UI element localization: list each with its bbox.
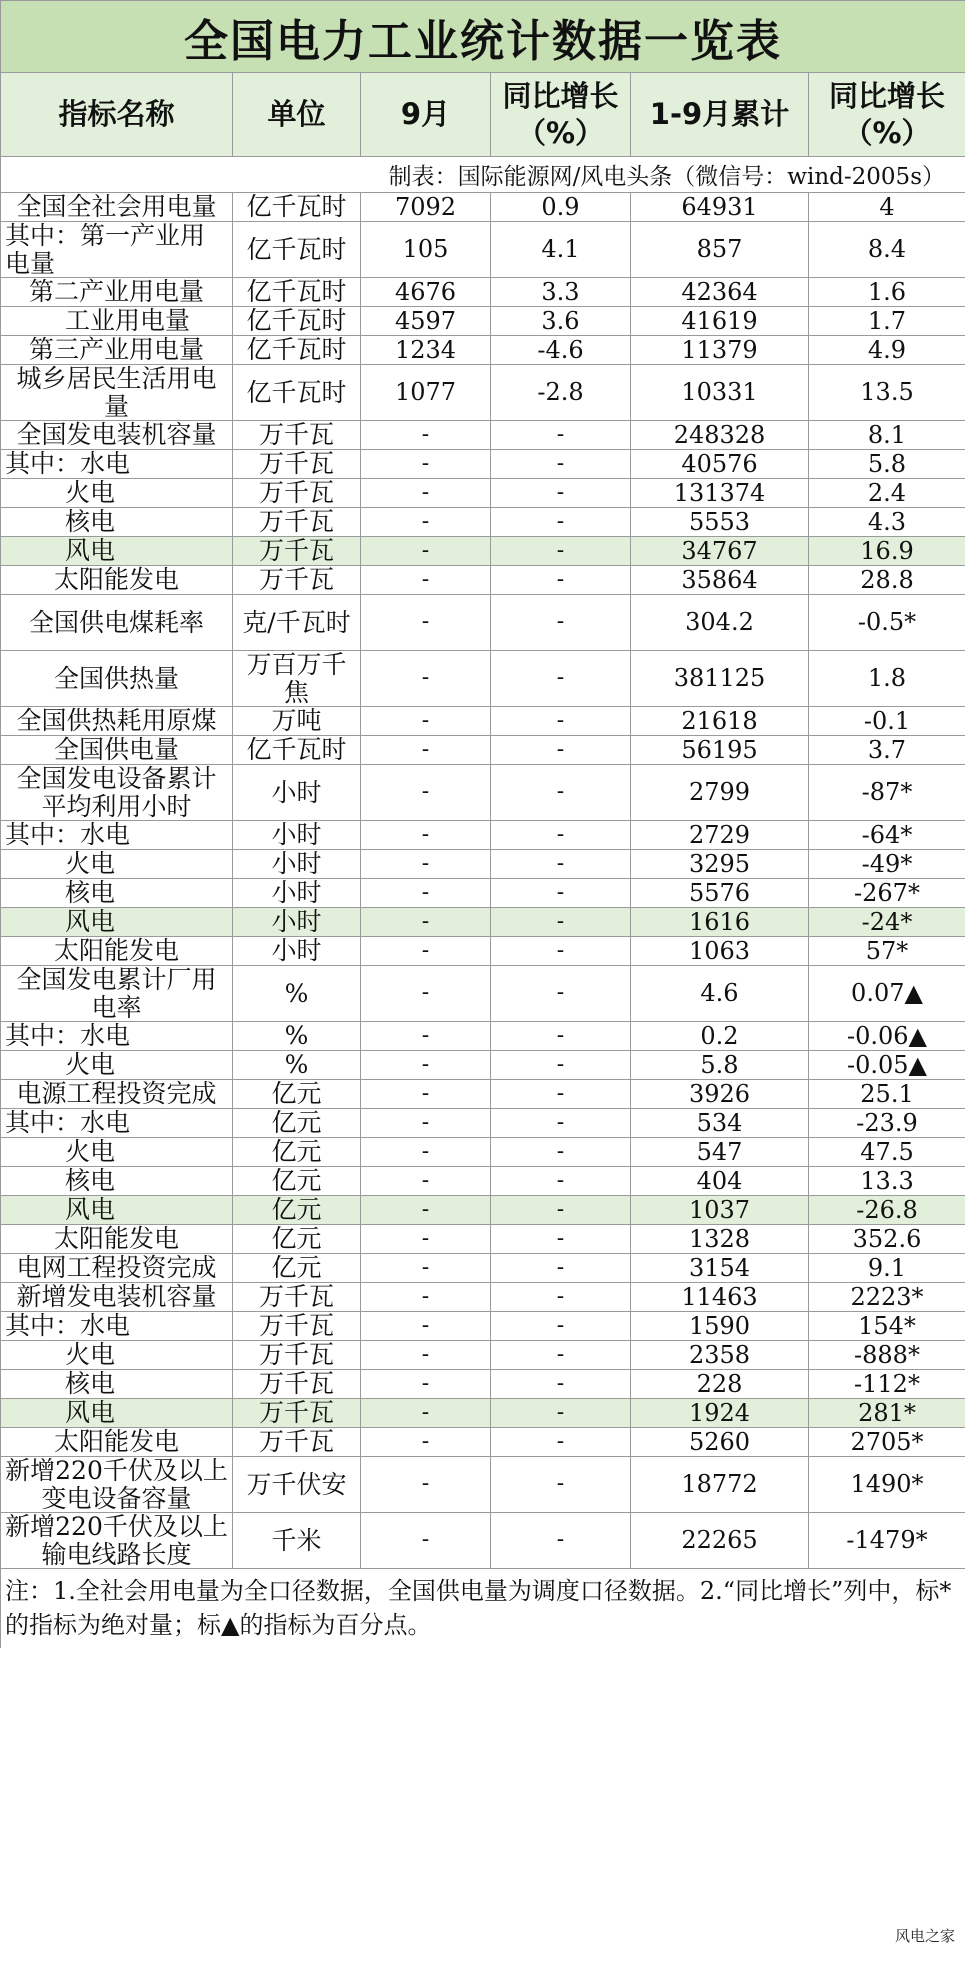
cell-unit: 亿千瓦时 — [233, 193, 361, 222]
cell-unit: 万千瓦 — [233, 566, 361, 595]
cell-yoy-ytd: 1490* — [809, 1457, 965, 1513]
cell-name: 新增220千伏及以上变电设备容量 — [1, 1457, 233, 1513]
cell-ytd: 0.2 — [631, 1022, 809, 1051]
cell-month: 4676 — [361, 278, 491, 307]
cell-yoy-month: - — [491, 421, 631, 450]
cell-yoy-month: - — [491, 566, 631, 595]
cell-yoy-ytd: 2223* — [809, 1283, 965, 1312]
cell-yoy-month: - — [491, 1109, 631, 1138]
cell-unit: 亿千瓦时 — [233, 278, 361, 307]
table-row — [1, 937, 965, 966]
table-row — [1, 850, 965, 879]
cell-ytd: 5260 — [631, 1428, 809, 1457]
table-row — [1, 479, 965, 508]
cell-yoy-month: -2.8 — [491, 365, 631, 421]
cell-unit: 万千瓦 — [233, 1341, 361, 1370]
table-row — [1, 1312, 965, 1341]
cell-month: - — [361, 765, 491, 821]
cell-yoy-ytd: -0.05▲ — [809, 1051, 965, 1080]
table-credit: 制表：国际能源网/风电头条（微信号：wind-2005s） — [1, 157, 965, 193]
cell-name: 全国供电煤耗率 — [1, 595, 233, 651]
cell-unit: 万千瓦 — [233, 537, 361, 566]
cell-unit: 亿千瓦时 — [233, 736, 361, 765]
cell-month: - — [361, 450, 491, 479]
cell-yoy-ytd: 2.4 — [809, 479, 965, 508]
cell-unit: 亿元 — [233, 1080, 361, 1109]
cell-ytd: 40576 — [631, 450, 809, 479]
cell-unit: 亿千瓦时 — [233, 222, 361, 278]
cell-ytd: 2729 — [631, 821, 809, 850]
cell-yoy-month: - — [491, 966, 631, 1022]
cell-name: 其中：第一产业用电量 — [1, 222, 233, 278]
cell-month: - — [361, 879, 491, 908]
table-row — [1, 908, 965, 937]
cell-unit: 亿千瓦时 — [233, 307, 361, 336]
cell-month: - — [361, 1254, 491, 1283]
table-row — [1, 595, 965, 651]
cell-name: 太阳能发电 — [1, 1225, 233, 1254]
table-row — [1, 365, 965, 421]
cell-month: 105 — [361, 222, 491, 278]
table-row — [1, 651, 965, 707]
cell-name: 其中：水电 — [1, 821, 233, 850]
table-row — [1, 1051, 965, 1080]
cell-yoy-month: - — [491, 537, 631, 566]
cell-month: - — [361, 1196, 491, 1225]
cell-yoy-ytd: 281* — [809, 1399, 965, 1428]
table-row — [1, 879, 965, 908]
cell-ytd: 2799 — [631, 765, 809, 821]
cell-unit: 亿元 — [233, 1225, 361, 1254]
cell-unit: 万百万千焦 — [233, 651, 361, 707]
cell-name: 全国全社会用电量 — [1, 193, 233, 222]
cell-yoy-ytd: -0.5* — [809, 595, 965, 651]
cell-yoy-ytd: 154* — [809, 1312, 965, 1341]
table-row — [1, 508, 965, 537]
table-row — [1, 1428, 965, 1457]
cell-yoy-month: - — [491, 937, 631, 966]
cell-yoy-month: - — [491, 1138, 631, 1167]
cell-yoy-ytd: -112* — [809, 1370, 965, 1399]
cell-month: 7092 — [361, 193, 491, 222]
cell-ytd: 5576 — [631, 879, 809, 908]
cell-ytd: 1590 — [631, 1312, 809, 1341]
cell-unit: 万千瓦 — [233, 450, 361, 479]
cell-name: 火电 — [1, 479, 233, 508]
cell-unit: 小时 — [233, 879, 361, 908]
cell-yoy-month: - — [491, 595, 631, 651]
table-row — [1, 1283, 965, 1312]
cell-yoy-month: - — [491, 1370, 631, 1399]
cell-ytd: 228 — [631, 1370, 809, 1399]
cell-name: 其中：水电 — [1, 450, 233, 479]
cell-month: - — [361, 1370, 491, 1399]
cell-month: - — [361, 1051, 491, 1080]
cell-yoy-ytd: 3.7 — [809, 736, 965, 765]
cell-ytd: 131374 — [631, 479, 809, 508]
cell-name: 新增发电装机容量 — [1, 1283, 233, 1312]
cell-month: - — [361, 821, 491, 850]
table-row — [1, 1399, 965, 1428]
cell-unit: 小时 — [233, 821, 361, 850]
cell-unit: 小时 — [233, 765, 361, 821]
cell-name: 风电 — [1, 1196, 233, 1225]
cell-name: 核电 — [1, 1370, 233, 1399]
cell-yoy-month: 4.1 — [491, 222, 631, 278]
cell-unit: 千米 — [233, 1513, 361, 1569]
table-row — [1, 193, 965, 222]
cell-yoy-month: - — [491, 879, 631, 908]
cell-month: 1077 — [361, 365, 491, 421]
cell-yoy-ytd: -0.06▲ — [809, 1022, 965, 1051]
cell-name: 全国供热量 — [1, 651, 233, 707]
cell-ytd: 42364 — [631, 278, 809, 307]
table-row — [1, 1109, 965, 1138]
cell-yoy-month: - — [491, 765, 631, 821]
table-row — [1, 1370, 965, 1399]
cell-yoy-month: - — [491, 1022, 631, 1051]
cell-unit: 万千瓦 — [233, 421, 361, 450]
cell-yoy-ytd: 8.1 — [809, 421, 965, 450]
cell-ytd: 3926 — [631, 1080, 809, 1109]
cell-ytd: 1037 — [631, 1196, 809, 1225]
cell-yoy-ytd: 2705* — [809, 1428, 965, 1457]
cell-yoy-month: - — [491, 908, 631, 937]
table-row — [1, 421, 965, 450]
table-row — [1, 765, 965, 821]
cell-name: 其中：水电 — [1, 1109, 233, 1138]
cell-ytd: 381125 — [631, 651, 809, 707]
header-yoy-ytd: 同比增长（%） — [809, 73, 965, 157]
cell-month: - — [361, 1109, 491, 1138]
cell-name: 太阳能发电 — [1, 1428, 233, 1457]
cell-yoy-ytd: 16.9 — [809, 537, 965, 566]
cell-unit: 亿千瓦时 — [233, 365, 361, 421]
cell-month: - — [361, 1428, 491, 1457]
cell-month: - — [361, 1080, 491, 1109]
cell-name: 风电 — [1, 1399, 233, 1428]
cell-ytd: 5553 — [631, 508, 809, 537]
table-row — [1, 278, 965, 307]
cell-yoy-ytd: 57* — [809, 937, 965, 966]
cell-yoy-ytd: 13.3 — [809, 1167, 965, 1196]
table-row — [1, 1167, 965, 1196]
cell-yoy-ytd: -1479* — [809, 1513, 965, 1569]
cell-ytd: 35864 — [631, 566, 809, 595]
cell-ytd: 2358 — [631, 1341, 809, 1370]
table-row — [1, 336, 965, 365]
cell-unit: 亿千瓦时 — [233, 336, 361, 365]
cell-name: 太阳能发电 — [1, 937, 233, 966]
cell-month: - — [361, 707, 491, 736]
cell-yoy-month: - — [491, 1254, 631, 1283]
table-row — [1, 1196, 965, 1225]
cell-month: - — [361, 1022, 491, 1051]
cell-unit: % — [233, 1022, 361, 1051]
cell-ytd: 56195 — [631, 736, 809, 765]
cell-unit: 万千瓦 — [233, 1312, 361, 1341]
cell-unit: 万千伏安 — [233, 1457, 361, 1513]
watermark: 风电之家 — [894, 1927, 955, 1945]
cell-ytd: 41619 — [631, 307, 809, 336]
cell-name: 电网工程投资完成 — [1, 1254, 233, 1283]
cell-yoy-month: - — [491, 1457, 631, 1513]
cell-unit: 克/千瓦时 — [233, 595, 361, 651]
cell-yoy-month: - — [491, 850, 631, 879]
cell-name: 第二产业用电量 — [1, 278, 233, 307]
cell-month: - — [361, 1167, 491, 1196]
header-month: 9月 — [361, 73, 491, 157]
cell-ytd: 11379 — [631, 336, 809, 365]
cell-yoy-month: -4.6 — [491, 336, 631, 365]
cell-ytd: 34767 — [631, 537, 809, 566]
cell-yoy-month: - — [491, 736, 631, 765]
cell-name: 核电 — [1, 1167, 233, 1196]
cell-name: 太阳能发电 — [1, 566, 233, 595]
cell-ytd: 3295 — [631, 850, 809, 879]
cell-ytd: 547 — [631, 1138, 809, 1167]
cell-yoy-month: - — [491, 1080, 631, 1109]
table-row — [1, 966, 965, 1022]
cell-unit: 小时 — [233, 937, 361, 966]
table-row — [1, 1254, 965, 1283]
cell-month: - — [361, 850, 491, 879]
cell-yoy-month: - — [491, 1513, 631, 1569]
cell-name: 核电 — [1, 879, 233, 908]
table-row — [1, 821, 965, 850]
cell-name: 火电 — [1, 850, 233, 879]
cell-yoy-ytd: -23.9 — [809, 1109, 965, 1138]
table-row — [1, 566, 965, 595]
table-row — [1, 222, 965, 278]
cell-yoy-ytd: -26.8 — [809, 1196, 965, 1225]
cell-month: - — [361, 479, 491, 508]
table-row — [1, 1513, 965, 1569]
cell-month: - — [361, 1457, 491, 1513]
table-row — [1, 1225, 965, 1254]
cell-month: - — [361, 1138, 491, 1167]
cell-month: - — [361, 908, 491, 937]
cell-month: - — [361, 651, 491, 707]
cell-name: 全国发电设备累计平均利用小时 — [1, 765, 233, 821]
cell-ytd: 304.2 — [631, 595, 809, 651]
cell-unit: 万千瓦 — [233, 508, 361, 537]
cell-unit: 亿元 — [233, 1167, 361, 1196]
cell-name: 新增220千伏及以上输电线路长度 — [1, 1513, 233, 1569]
cell-unit: % — [233, 1051, 361, 1080]
cell-month: - — [361, 1283, 491, 1312]
cell-ytd: 11463 — [631, 1283, 809, 1312]
cell-month: - — [361, 736, 491, 765]
cell-name: 风电 — [1, 908, 233, 937]
cell-ytd: 10331 — [631, 365, 809, 421]
cell-unit: 万千瓦 — [233, 479, 361, 508]
cell-unit: % — [233, 966, 361, 1022]
cell-yoy-month: 3.6 — [491, 307, 631, 336]
cell-yoy-month: - — [491, 821, 631, 850]
cell-yoy-ytd: 8.4 — [809, 222, 965, 278]
cell-yoy-ytd: 4.9 — [809, 336, 965, 365]
cell-unit: 万吨 — [233, 707, 361, 736]
cell-month: - — [361, 508, 491, 537]
table-row — [1, 736, 965, 765]
table-row — [1, 1080, 965, 1109]
cell-month: - — [361, 537, 491, 566]
cell-name: 火电 — [1, 1341, 233, 1370]
cell-ytd: 64931 — [631, 193, 809, 222]
cell-unit: 小时 — [233, 850, 361, 879]
cell-yoy-month: - — [491, 651, 631, 707]
table-row — [1, 1457, 965, 1513]
cell-month: 1234 — [361, 336, 491, 365]
cell-month: - — [361, 966, 491, 1022]
cell-yoy-month: - — [491, 1225, 631, 1254]
cell-unit: 万千瓦 — [233, 1370, 361, 1399]
cell-yoy-ytd: 4 — [809, 193, 965, 222]
cell-ytd: 5.8 — [631, 1051, 809, 1080]
footnote: 注：1.全社会用电量为全口径数据，全国供电量为调度口径数据。2.“同比增长”列中，标*的指标为绝对量；标▲的指标为百分点。 — [1, 1569, 965, 1649]
cell-ytd: 1924 — [631, 1399, 809, 1428]
cell-yoy-ytd: -267* — [809, 879, 965, 908]
table-row — [1, 707, 965, 736]
cell-yoy-month: - — [491, 1196, 631, 1225]
cell-yoy-ytd: 352.6 — [809, 1225, 965, 1254]
cell-ytd: 4.6 — [631, 966, 809, 1022]
cell-yoy-month: - — [491, 508, 631, 537]
cell-name: 其中：水电 — [1, 1022, 233, 1051]
cell-name: 全国供电量 — [1, 736, 233, 765]
cell-unit: 小时 — [233, 908, 361, 937]
cell-unit: 亿元 — [233, 1138, 361, 1167]
cell-ytd: 534 — [631, 1109, 809, 1138]
cell-yoy-ytd: 1.6 — [809, 278, 965, 307]
cell-yoy-month: - — [491, 479, 631, 508]
table-row — [1, 1341, 965, 1370]
header-unit: 单位 — [233, 73, 361, 157]
cell-yoy-ytd: 5.8 — [809, 450, 965, 479]
cell-month: - — [361, 566, 491, 595]
cell-month: - — [361, 595, 491, 651]
cell-yoy-ytd: 47.5 — [809, 1138, 965, 1167]
header-ytd: 1-9月累计 — [631, 73, 809, 157]
cell-name: 电源工程投资完成 — [1, 1080, 233, 1109]
cell-yoy-month: - — [491, 1341, 631, 1370]
cell-yoy-month: - — [491, 450, 631, 479]
table-row — [1, 307, 965, 336]
cell-name: 火电 — [1, 1138, 233, 1167]
cell-ytd: 18772 — [631, 1457, 809, 1513]
cell-ytd: 857 — [631, 222, 809, 278]
cell-yoy-ytd: -64* — [809, 821, 965, 850]
cell-month: - — [361, 421, 491, 450]
cell-name: 全国供热耗用原煤 — [1, 707, 233, 736]
cell-ytd: 248328 — [631, 421, 809, 450]
cell-yoy-month: - — [491, 1312, 631, 1341]
cell-month: - — [361, 1312, 491, 1341]
cell-yoy-ytd: -0.1 — [809, 707, 965, 736]
table-title: 全国电力工业统计数据一览表 — [1, 1, 965, 73]
cell-name: 第三产业用电量 — [1, 336, 233, 365]
table-row — [1, 1022, 965, 1051]
cell-unit: 亿元 — [233, 1109, 361, 1138]
cell-yoy-ytd: 4.3 — [809, 508, 965, 537]
cell-ytd: 22265 — [631, 1513, 809, 1569]
header-name: 指标名称 — [1, 73, 233, 157]
cell-month: - — [361, 1513, 491, 1569]
cell-unit: 亿元 — [233, 1196, 361, 1225]
cell-yoy-month: - — [491, 1283, 631, 1312]
cell-unit: 万千瓦 — [233, 1399, 361, 1428]
note-row — [1, 1569, 965, 1649]
cell-yoy-ytd: 28.8 — [809, 566, 965, 595]
cell-name: 核电 — [1, 508, 233, 537]
cell-yoy-month: 3.3 — [491, 278, 631, 307]
table-row — [1, 537, 965, 566]
cell-name: 全国发电装机容量 — [1, 421, 233, 450]
cell-unit: 万千瓦 — [233, 1428, 361, 1457]
cell-name: 火电 — [1, 1051, 233, 1080]
cell-yoy-month: - — [491, 1428, 631, 1457]
cell-yoy-ytd: 0.07▲ — [809, 966, 965, 1022]
cell-name: 其中：水电 — [1, 1312, 233, 1341]
cell-unit: 万千瓦 — [233, 1283, 361, 1312]
cell-month: - — [361, 1341, 491, 1370]
cell-yoy-ytd: 25.1 — [809, 1080, 965, 1109]
cell-name: 风电 — [1, 537, 233, 566]
cell-yoy-month: - — [491, 1399, 631, 1428]
cell-ytd: 1328 — [631, 1225, 809, 1254]
cell-name: 工业用电量 — [1, 307, 233, 336]
cell-yoy-ytd: -24* — [809, 908, 965, 937]
header-yoy-month: 同比增长（%） — [491, 73, 631, 157]
cell-yoy-ytd: -49* — [809, 850, 965, 879]
cell-unit: 亿元 — [233, 1254, 361, 1283]
cell-name: 城乡居民生活用电量 — [1, 365, 233, 421]
cell-name: 全国发电累计厂用电率 — [1, 966, 233, 1022]
table-row — [1, 1138, 965, 1167]
cell-month: - — [361, 937, 491, 966]
cell-month: 4597 — [361, 307, 491, 336]
cell-month: - — [361, 1399, 491, 1428]
cell-yoy-ytd: 1.8 — [809, 651, 965, 707]
cell-ytd: 3154 — [631, 1254, 809, 1283]
cell-month: - — [361, 1225, 491, 1254]
cell-yoy-ytd: 1.7 — [809, 307, 965, 336]
cell-yoy-ytd: -888* — [809, 1341, 965, 1370]
cell-ytd: 1063 — [631, 937, 809, 966]
table-row — [1, 450, 965, 479]
cell-yoy-ytd: 13.5 — [809, 365, 965, 421]
cell-yoy-ytd: 9.1 — [809, 1254, 965, 1283]
cell-ytd: 21618 — [631, 707, 809, 736]
cell-yoy-month: - — [491, 1167, 631, 1196]
cell-yoy-month: - — [491, 707, 631, 736]
cell-yoy-month: 0.9 — [491, 193, 631, 222]
cell-yoy-ytd: -87* — [809, 765, 965, 821]
cell-ytd: 1616 — [631, 908, 809, 937]
cell-ytd: 404 — [631, 1167, 809, 1196]
cell-yoy-month: - — [491, 1051, 631, 1080]
